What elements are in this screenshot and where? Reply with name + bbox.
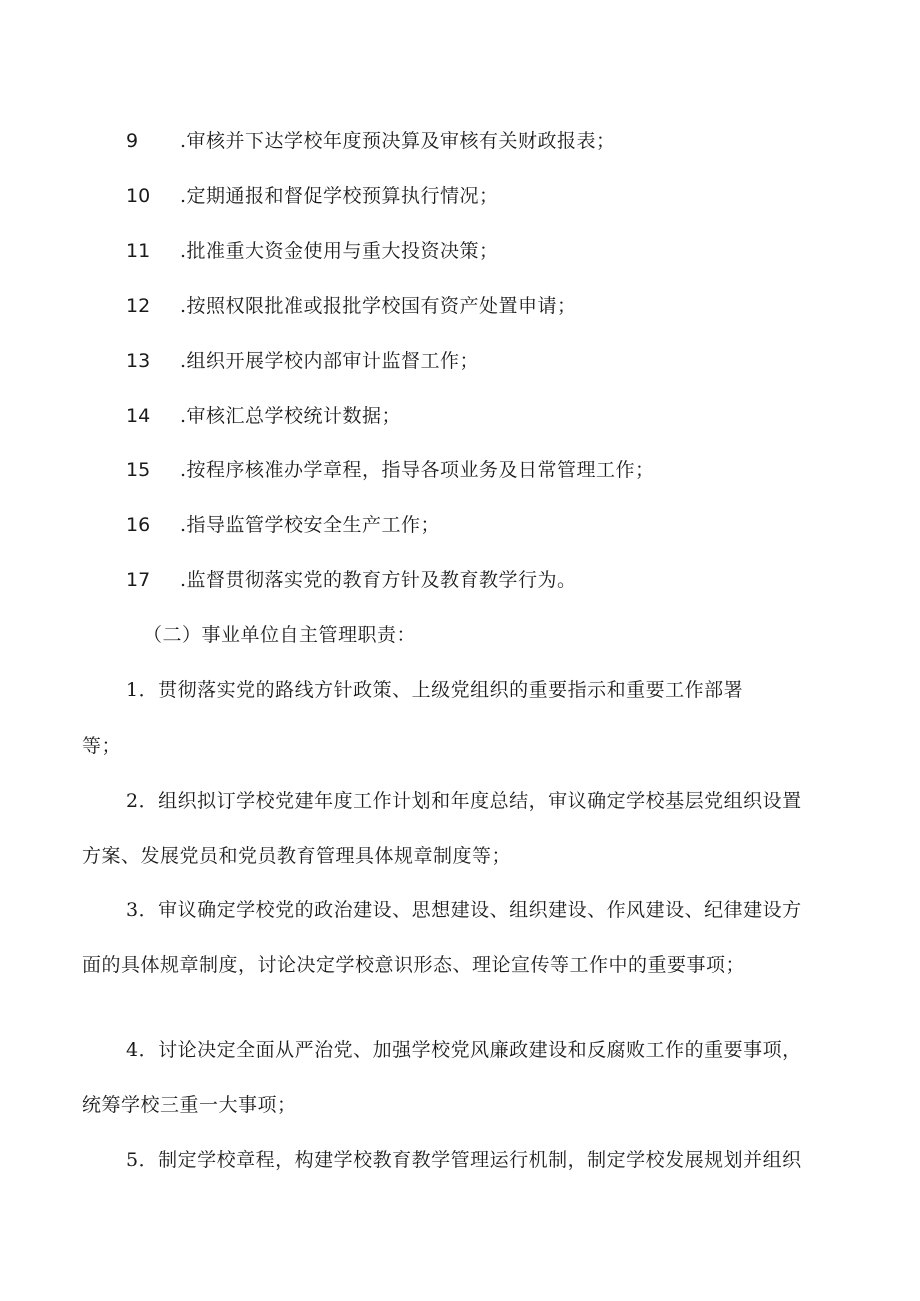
item-number: 9 — [126, 130, 139, 152]
item-text: .审核汇总学校统计数据； — [180, 405, 402, 427]
item-number: 16 — [126, 514, 151, 536]
item-text: .审核并下达学校年度预决算及审核有关财政报表； — [180, 130, 616, 152]
item-number: 17 — [126, 569, 151, 591]
item-number: 14 — [126, 405, 151, 427]
item-text: .指导监管学校安全生产工作； — [180, 514, 441, 536]
paragraph-line: 2．组织拟订学校党建年度工作计划和年度总结，审议确定学校基层党组织设置 — [126, 790, 802, 812]
item-number: 11 — [126, 240, 151, 262]
item-text: .组织开展学校内部审计监督工作； — [180, 350, 480, 372]
paragraph-line: 面的具体规章制度，讨论决定学校意识形态、理论宣传等工作中的重要事项； — [82, 954, 746, 976]
item-number: 12 — [126, 295, 151, 317]
paragraph-line: 统筹学校三重一大事项； — [82, 1094, 297, 1116]
item-number: 13 — [126, 350, 151, 372]
item-text: .按照权限批准或报批学校国有资产处置申请； — [180, 295, 577, 317]
item-text: .监督贯彻落实党的教育方针及教育教学行为。 — [180, 569, 577, 591]
paragraph-line: 3．审议确定学校党的政治建设、思想建设、组织建设、作风建设、纪律建设方 — [126, 899, 802, 921]
paragraph-line: 1．贯彻落实党的路线方针政策、上级党组织的重要指示和重要工作部署 — [126, 679, 744, 701]
item-number: 10 — [126, 185, 151, 207]
item-text: .按程序核准办学章程，指导各项业务及日常管理工作； — [180, 459, 655, 481]
section-heading: （二）事业单位自主管理职责： — [143, 624, 417, 646]
paragraph-line: 5．制定学校章程，构建学校教育教学管理运行机制，制定学校发展规划并组织 — [126, 1149, 802, 1171]
paragraph-line: 方案、发展党员和党员教育管理具体规章制度等； — [82, 845, 512, 867]
paragraph-line: 4．讨论决定全面从严治党、加强学校党风廉政建设和反腐败工作的重要事项， — [126, 1039, 802, 1061]
item-text: .定期通报和督促学校预算执行情况； — [180, 185, 499, 207]
paragraph-line: 等； — [82, 735, 122, 757]
item-number: 15 — [126, 459, 151, 481]
item-text: .批准重大资金使用与重大投资决策； — [180, 240, 499, 262]
